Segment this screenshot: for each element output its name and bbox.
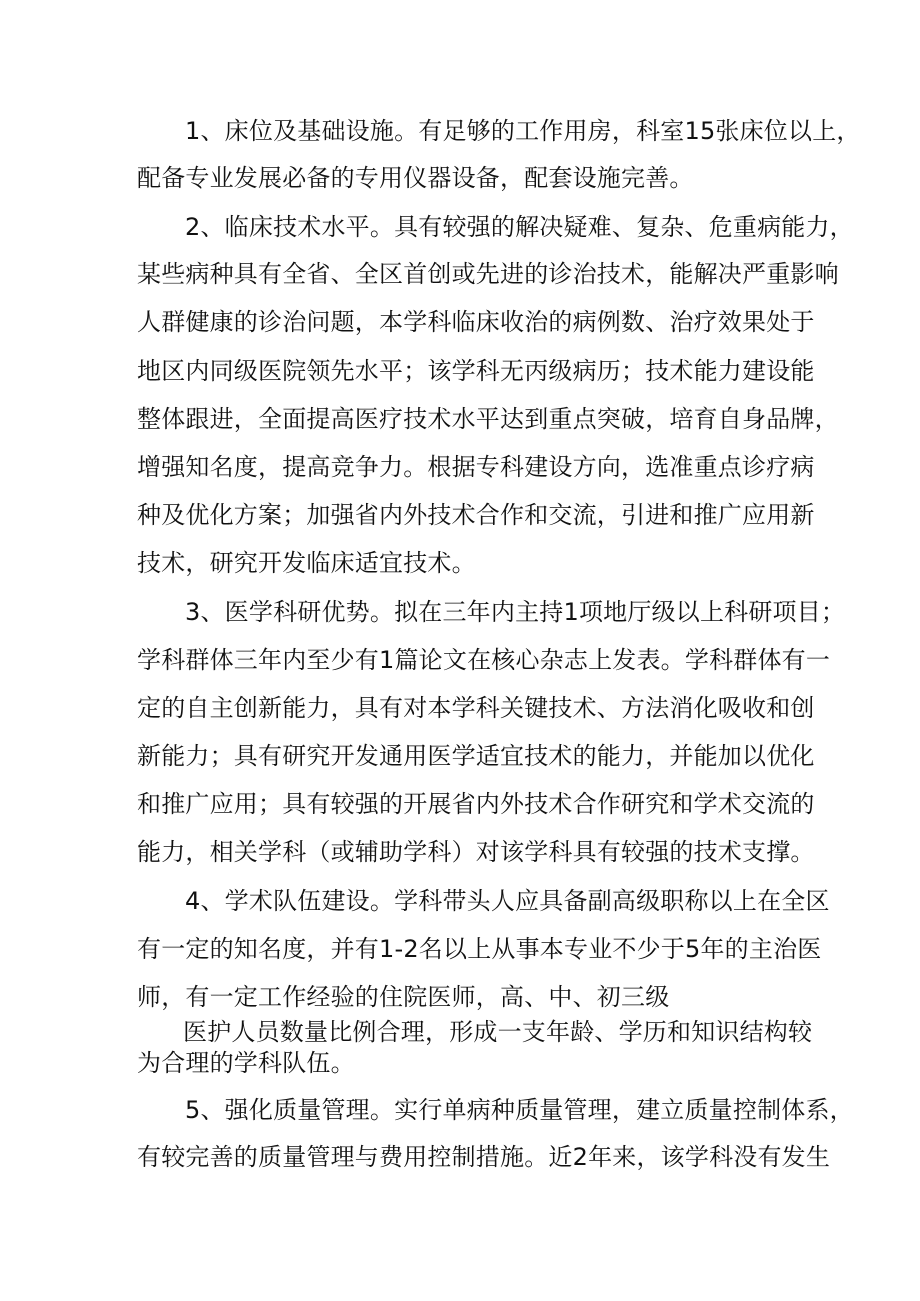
text-line: 新能力；具有研究开发通用医学适宜技术的能力，并能加以优化 xyxy=(137,742,815,770)
text-line: 1、床位及基础设施。有足够的工作用房，科室15张床位以上， xyxy=(185,117,861,145)
text-line: 定的自主创新能力，具有对本学科关键技术、方法消化吸收和创 xyxy=(137,694,815,722)
text-line: 能力，相关学科（或辅助学科）对该学科具有较强的技术支撑。 xyxy=(137,838,815,866)
text-line: 地区内同级医院领先水平；该学科无丙级病历；技术能力建设能 xyxy=(137,357,815,385)
text-line: 配备专业发展必备的专用仪器设备，配套设施完善。 xyxy=(137,164,694,192)
text-line: 3、医学科研优势。拟在三年内主持1项地厅级以上科研项目； xyxy=(185,598,846,626)
text-line: 4、学术队伍建设。学科带头人应具备副高级职称以上在全区 xyxy=(185,887,830,915)
text-line: 师，有一定工作经验的住院医师，高、中、初三级 xyxy=(137,983,670,1011)
text-line: 技术，研究开发临床适宜技术。 xyxy=(137,549,476,577)
text-line: 某些病种具有全省、全区首创或先进的诊治技术，能解决严重影响 xyxy=(137,260,839,288)
text-line: 2、临床技术水平。具有较强的解决疑难、复杂、危重病能力， xyxy=(185,213,854,241)
text-line: 增强知名度，提高竞争力。根据专科建设方向，选准重点诊疗病 xyxy=(137,453,815,481)
text-line: 和推广应用；具有较强的开展省内外技术合作研究和学术交流的 xyxy=(137,790,815,818)
text-line: 整体跟进，全面提高医疗技术水平达到重点突破，培育自身品牌， xyxy=(137,405,839,433)
text-line: 医护人员数量比例合理，形成一支年龄、学历和知识结构较 xyxy=(183,1018,813,1046)
text-line: 5、强化质量管理。实行单病种质量管理，建立质量控制体系， xyxy=(185,1096,854,1124)
text-line: 人群健康的诊治问题，本学科临床收治的病例数、治疗效果处于 xyxy=(137,308,815,336)
text-line: 学科群体三年内至少有1篇论文在核心杂志上发表。学科群体有一 xyxy=(137,646,831,674)
text-line: 种及优化方案；加强省内外技术合作和交流，引进和推广应用新 xyxy=(137,501,815,529)
text-line: 有较完善的质量管理与费用控制措施。近2年来，该学科没有发生 xyxy=(137,1143,831,1171)
text-line: 有一定的知名度，并有1-2名以上从事本专业不少于5年的主治医 xyxy=(137,935,822,963)
text-line: 为合理的学科队伍。 xyxy=(137,1049,355,1077)
